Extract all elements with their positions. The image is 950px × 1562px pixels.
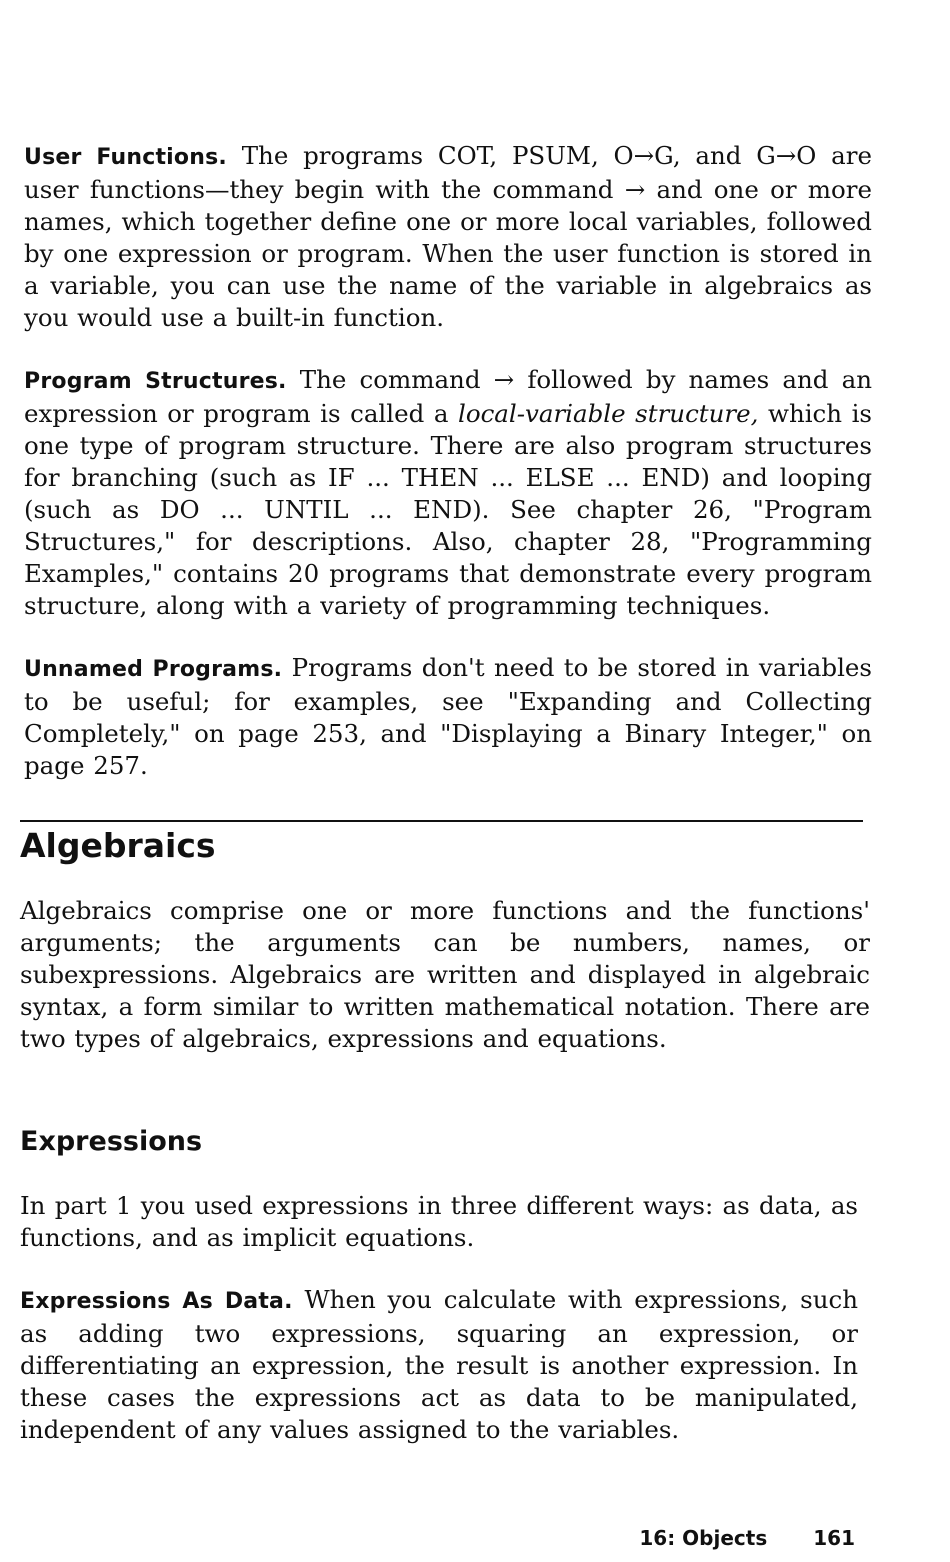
- footer-page-number: 161: [813, 1526, 855, 1550]
- expressions-text-block: [20, 1190, 858, 1446]
- heading-program-structures: Program Structures.: [24, 369, 287, 394]
- text-local-variable-structure: local-variable structure,: [457, 399, 759, 428]
- text-expressions-as-data: When you calculate with expressions, such as adding two expressions, squaring an expression, or differentiating an expression, the result is another expression. In these cases the expressions act as data to be manipulated, independent of any values assigned to the variables.: [20, 1285, 859, 1444]
- subsection-title-expressions: Expressions: [20, 1126, 203, 1157]
- text-program-structures-after: which is one type of program structure. There are also program structures for branching (such as IF ... THEN ... ELSE ... END) and looping (such as DO ... UNTIL ... END). See chapter 26, "Program Structures," for descriptions. Also, chapter 28, "Programming Examples," contains 20 programs that demonstrate every program structure, along with a variety of programming techniques.: [24, 399, 872, 620]
- text-unnamed-programs: Programs don't need to be stored in variables to be useful; for examples, see "Expanding and Collecting Completely," on page 253, and "Displaying a Binary Integer," on page 257.: [24, 653, 873, 780]
- algebraics-text-block: [20, 895, 870, 1055]
- paragraph-user-functions: [24, 140, 872, 334]
- heading-user-functions: User Functions.: [24, 145, 227, 170]
- heading-unnamed-programs: Unnamed Programs.: [24, 657, 283, 682]
- section-title-algebraics: Algebraics: [20, 826, 216, 865]
- page-footer: [639, 1524, 855, 1552]
- text-user-functions: The programs COT, PSUM, O→G, and G→O are user functions—they begin with the command → and one or more names, which together define one or more local variables, followed by one expression or program. When the user function is stored in a variable, you can use the name of the variable in algebraics as you would use a built-in function.: [24, 141, 872, 332]
- footer-chapter: 16: Objects: [639, 1526, 768, 1550]
- paragraph-expressions-intro: In part 1 you used expressions in three different ways: as data, as functions, and as implicit equations.: [20, 1191, 858, 1252]
- heading-expressions-as-data: Expressions As Data.: [20, 1289, 293, 1314]
- text-program-structures-before: The command → followed by names and an expression or program is called a: [24, 365, 872, 428]
- paragraph-program-structures: [24, 364, 872, 622]
- paragraph-unnamed-programs: [24, 652, 872, 782]
- paragraph-algebraics: Algebraics comprise one or more functions and the functions' arguments; the arguments can be numbers, names, or subexpressions. Algebraics are written and displayed in algebraic syntax, a form similar to written mathematical notation. There are two types of algebraics, expressions and equations.: [20, 896, 870, 1053]
- top-text-block: [24, 140, 872, 782]
- paragraph-expressions-as-data: [20, 1284, 858, 1446]
